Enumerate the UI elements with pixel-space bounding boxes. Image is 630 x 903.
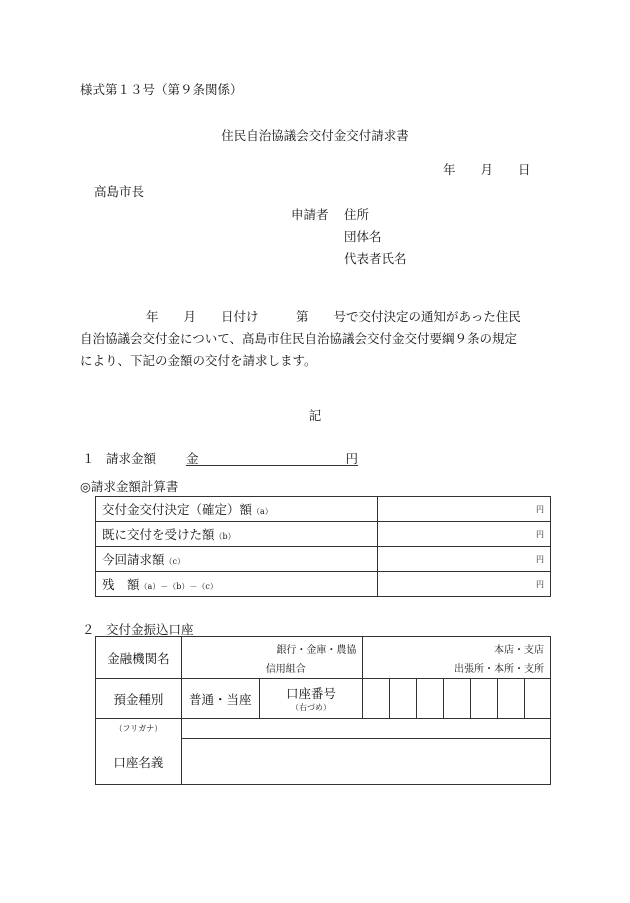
account-digit-cell[interactable] <box>498 679 525 719</box>
account-digit-cell[interactable] <box>444 679 471 719</box>
applicant-address-label: 住所 <box>344 207 370 222</box>
calc-value-cell[interactable]: 円 <box>378 522 551 547</box>
applicant-label: 申請者 <box>291 207 329 222</box>
date-line: 年 月 日 <box>443 162 531 177</box>
account-digit-cell[interactable] <box>524 679 550 719</box>
calc-heading: ◎請求金額計算書 <box>80 479 179 494</box>
form-number: 様式第１３号（第９条関係） <box>80 82 243 97</box>
bank-row-account <box>96 679 551 719</box>
branch-types-line2: 出張所・本所・支所 <box>454 664 544 675</box>
section1-label: 請求金額 <box>106 451 157 466</box>
bank-row-furigana <box>96 719 551 739</box>
applicant-group-label: 団体名 <box>344 229 382 244</box>
account-number-label-cell: 口座番号 （右づめ） <box>259 679 363 719</box>
calc-row <box>96 497 551 522</box>
section1-number: １ <box>82 451 95 466</box>
furigana-label: （フリガナ） <box>114 724 163 733</box>
bank-types-line2: 信用組合 <box>265 664 306 675</box>
calc-label-cell: 残 額（a）－（b）－（c） <box>96 572 378 597</box>
account-digit-cell[interactable] <box>363 679 390 719</box>
document-title: 住民自治協議会交付金交付請求書 <box>221 128 409 143</box>
account-digit-cell[interactable] <box>417 679 444 719</box>
calc-row <box>96 572 551 597</box>
body-line-1: 年 月 日付け 第 号で交付決定の通知があった住民 <box>146 309 521 324</box>
bank-table <box>95 636 551 785</box>
bank-row-institution <box>96 637 551 679</box>
calc-label-cell: 既に交付を受けた額（b） <box>96 522 378 547</box>
calc-label-cell: 交付金交付決定（確定）額（a） <box>96 497 378 522</box>
calc-value-cell[interactable]: 円 <box>378 547 551 572</box>
calc-value-cell[interactable]: 円 <box>378 572 551 597</box>
deposit-type-value-cell[interactable]: 普通・当座 <box>181 679 259 719</box>
applicant-representative-label: 代表者氏名 <box>344 251 407 266</box>
furigana-input-cell[interactable] <box>181 719 550 739</box>
ki-marker: 記 <box>308 408 322 423</box>
account-holder-label: 口座名義 <box>113 755 164 770</box>
recipient: 高島市長 <box>94 184 145 199</box>
account-holder-input-cell[interactable] <box>181 739 550 785</box>
account-holder-label-cell <box>96 719 182 785</box>
section2-label: 交付金振込口座 <box>106 622 194 637</box>
calc-table <box>95 496 551 597</box>
calc-row <box>96 547 551 572</box>
branch-name-cell[interactable] <box>363 637 551 679</box>
deposit-type-label-cell: 預金種別 <box>96 679 182 719</box>
body-line-3: により、下記の金額の交付を請求します。 <box>80 353 317 368</box>
branch-types-line1: 本店・支店 <box>494 645 544 656</box>
bank-name-cell[interactable] <box>181 637 363 679</box>
bank-types-line1: 銀行・金庫・農協 <box>276 645 357 656</box>
institution-label-cell: 金融機関名 <box>96 637 182 679</box>
account-digit-cell[interactable] <box>390 679 417 719</box>
account-digit-cell[interactable] <box>471 679 498 719</box>
calc-label-cell: 今回請求額（c） <box>96 547 378 572</box>
calc-row <box>96 522 551 547</box>
amount-suffix: 円 <box>345 451 358 466</box>
amount-prefix: 金 <box>186 451 199 466</box>
section2-number: ２ <box>82 622 95 637</box>
calc-value-cell[interactable]: 円 <box>378 497 551 522</box>
amount-line <box>186 449 358 466</box>
body-line-2: 自治協議会交付金について、高島市住民自治協議会交付金交付要綱９条の規定 <box>80 331 518 346</box>
